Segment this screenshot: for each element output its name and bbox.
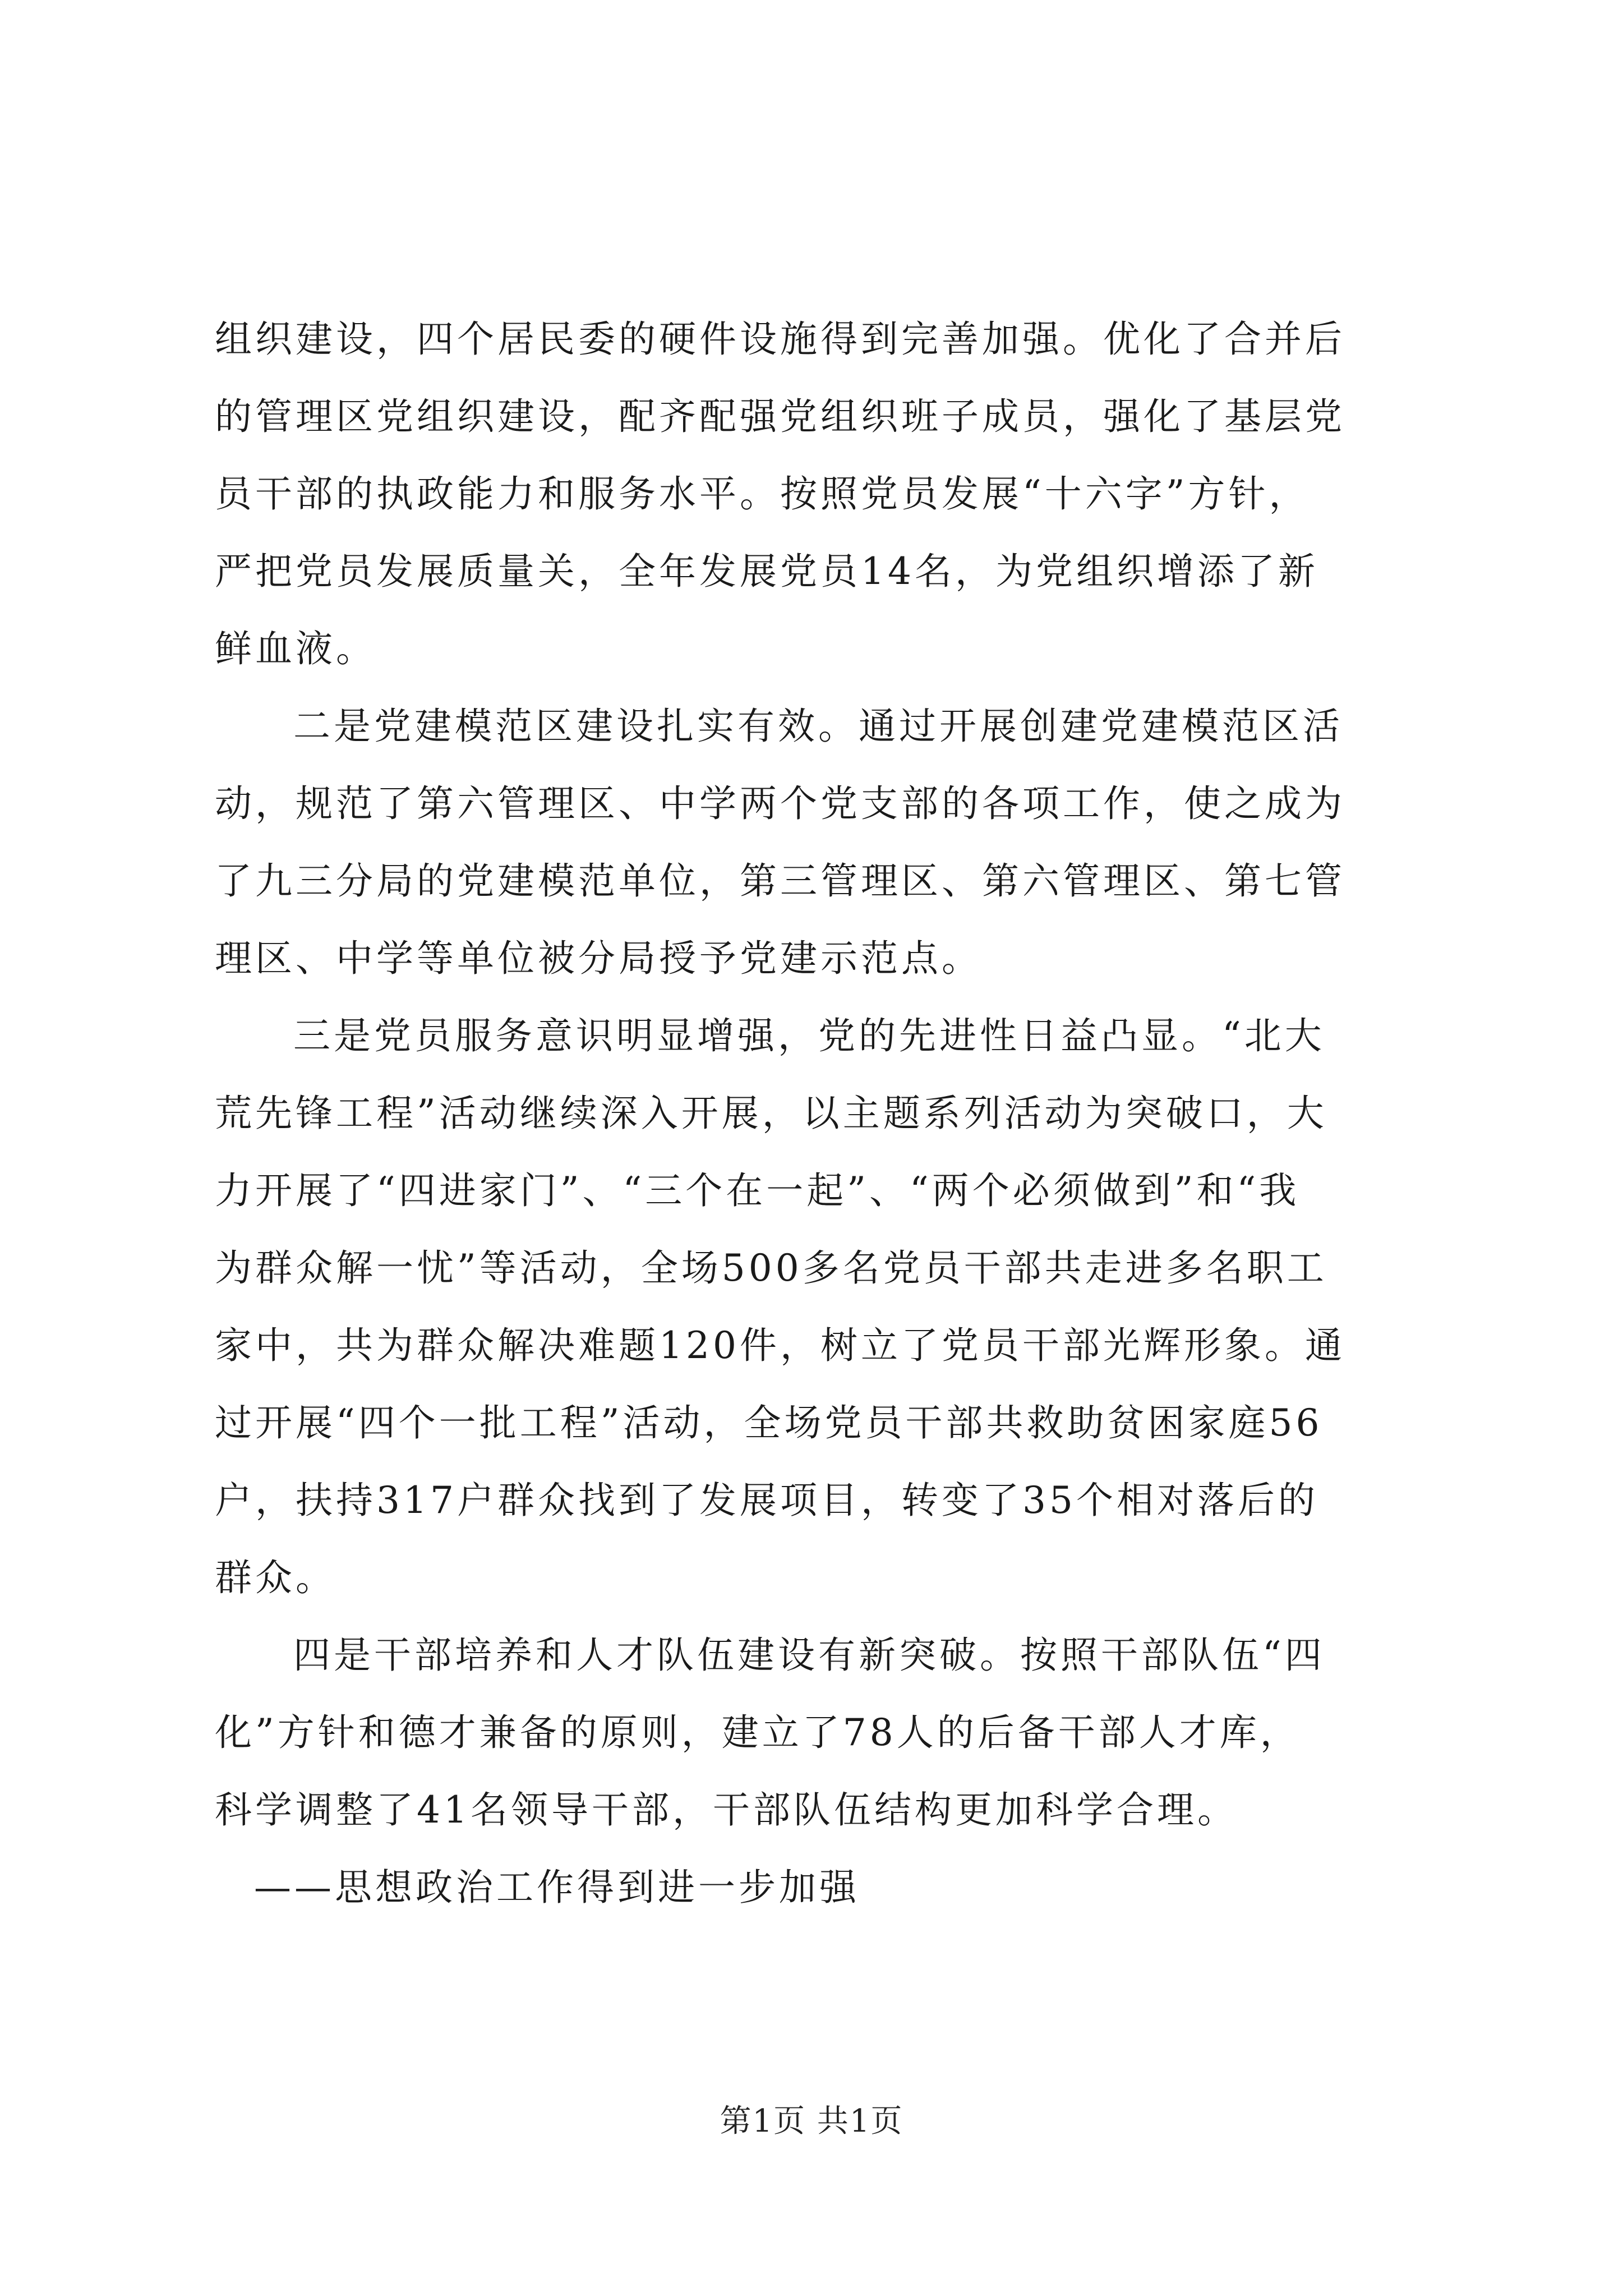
paragraph-2-line-1: 二是党建模范区建设扎实有效。通过开展创建党建模范区活 xyxy=(293,705,1343,748)
paragraph-3-line-4: 为群众解一忧”等活动，全场500多名党员干部共走进多名职工 xyxy=(215,1246,1327,1290)
text-line-5: 鲜血液。 xyxy=(215,627,376,670)
text-line-2: 的管理区党组织建设，配齐配强党组织班子成员，强化了基层党 xyxy=(215,395,1345,438)
text-line-1: 组织建设，四个居民委的硬件设施得到完善加强。优化了合并后 xyxy=(215,318,1345,361)
paragraph-3-line-5: 家中，共为群众解决难题120件，树立了党员干部光辉形象。通 xyxy=(215,1324,1345,1367)
paragraph-2-line-4: 理区、中学等单位被分局授予党建示范点。 xyxy=(215,937,982,980)
section-heading: ——思想政治工作得到进一步加强 xyxy=(254,1866,860,1909)
page-footer: 第1页 共1页 xyxy=(720,2103,903,2139)
paragraph-4-line-3: 科学调整了41名领导干部，干部队伍结构更加科学合理。 xyxy=(215,1788,1238,1832)
paragraph-3-line-8: 群众。 xyxy=(215,1556,336,1599)
paragraph-2-line-2: 动，规范了第六管理区、中学两个党支部的各项工作，使之成为 xyxy=(215,782,1345,825)
paragraph-4-line-1: 四是干部培养和人才队伍建设有新突破。按照干部队伍“四 xyxy=(293,1634,1325,1677)
paragraph-4-line-2: 化”方针和德才兼备的原则，建立了78人的后备干部人才库， xyxy=(215,1711,1301,1754)
paragraph-3-line-3: 力开展了“四进家门”、“三个在一起”、“两个必须做到”和“我 xyxy=(215,1169,1300,1212)
text-line-3: 员干部的执政能力和服务水平。按照党员发展“十六字”方针， xyxy=(215,472,1310,516)
paragraph-3-line-7: 户，扶持317户群众找到了发展项目，转变了35个相对落后的 xyxy=(215,1479,1318,1522)
paragraph-2-line-3: 了九三分局的党建模范单位，第三管理区、第六管理区、第七管 xyxy=(215,859,1345,903)
paragraph-3-line-1: 三是党员服务意识明显增强，党的先进性日益凸显。“北大 xyxy=(293,1014,1325,1057)
text-line-4: 严把党员发展质量关，全年发展党员14名，为党组织增添了新 xyxy=(215,550,1318,593)
paragraph-3-line-2: 荒先锋工程”活动继续深入开展，以主题系列活动为突破口，大 xyxy=(215,1092,1327,1135)
paragraph-3-line-6: 过开展“四个一批工程”活动，全场党员干部共救助贫困家庭56 xyxy=(215,1401,1323,1444)
